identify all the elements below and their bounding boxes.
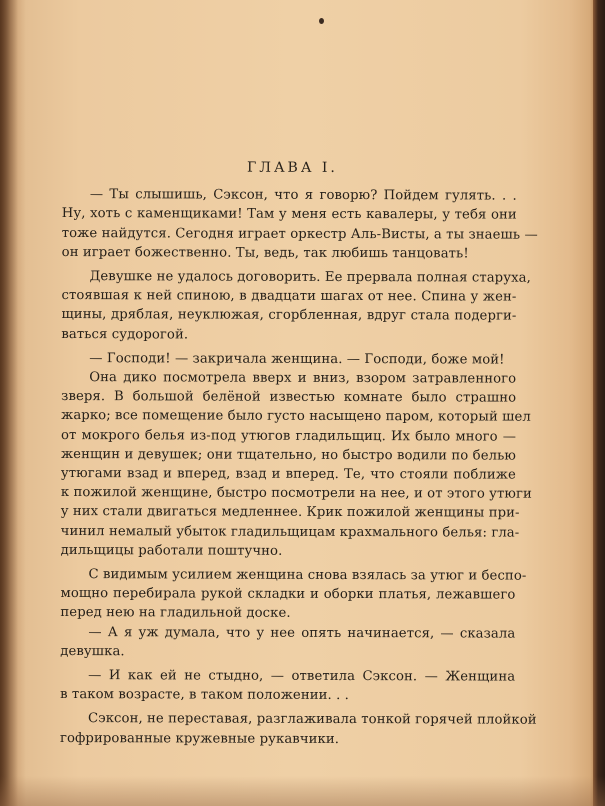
text-line: — А я уж думала, что у нее опять начинается, — сказала: [88, 624, 516, 642]
text-line: у них стали двигаться медленнее. Крик пожилой женщины при-: [60, 504, 520, 522]
text-line: Она дико посмотрела вверх и вниз, взором затравленного: [89, 370, 517, 387]
paragraph: [60, 666, 515, 706]
paragraph: [59, 709, 537, 749]
text-line: от мокрого белья из-под утюгов гладильщиц. Их было много —: [61, 427, 517, 445]
binding-shadow: [0, 0, 18, 806]
paragraph: [60, 368, 532, 562]
text-line: утюгами взад и вперед, взад и вперед. Те, что стояли поближе: [60, 466, 516, 483]
text-line: перед нею на гладильной доске.: [60, 605, 291, 622]
text-line: зверя. В большой белёной известью комнате было страшно: [61, 389, 517, 406]
text-line: Ну, хоть с каменщиками! Там у меня есть кавалеры, у тебя они: [61, 206, 517, 223]
text-line: ваться судорогой.: [61, 326, 189, 343]
page-text: [59, 158, 538, 749]
text-line: чинил немалый убыток гладильщицам крахмального белья: гла-: [60, 523, 520, 541]
text-line: жарко; все помещение было густо насыщено паром, который шел: [61, 408, 531, 426]
text-line: он играет божественно. Ты, ведь, так любишь танцовать!: [61, 244, 469, 262]
text-line: С видимым усилием женщина снова взялась за утюг и беспо-: [88, 567, 527, 584]
paragraph: [61, 349, 516, 370]
text-line: — Господи! — закричала женщина. — Господи, боже мой!: [89, 350, 505, 368]
text-line: Девушке не удалось договорить. Ее прервала полная старуха,: [89, 269, 531, 286]
paragraph: [60, 565, 527, 624]
chapter-heading: ГЛАВА I.: [246, 159, 338, 176]
paragraph: [60, 623, 515, 663]
paragraph: [61, 185, 538, 263]
text-line: к пожилой женщине, быстро посмотрели на нее, и от этого утюги: [60, 485, 532, 502]
text-line: тоже найдутся. Сегодня играет оркестр Аль-Висты, а ты знаешь —: [61, 225, 538, 243]
text-line: — Ты слышишь, Сэксон, что я говорю? Пойдем гулять. . .: [89, 187, 517, 204]
text-line: Сэксон, не переставая, разглаживала тонкой горячей плойкой: [88, 711, 537, 729]
text-line: гофрированные кружевные рукавчики.: [59, 730, 340, 747]
text-line: в таком возрасте, в таком положении. . .: [60, 687, 350, 704]
text-line: стоявшая к ней спиною, в двадцати шагах от нее. Спина у жен-: [61, 288, 517, 305]
text-line: — И как ей не стыдно, — ответила Сэксон. — Женщина: [88, 668, 516, 685]
text-line: женщин и девушек; они тщательно, но быстро водили по белью: [60, 446, 516, 464]
text-line: дильщицы работали поштучно.: [60, 542, 283, 559]
ink-speck: [319, 18, 324, 24]
text-line: щины, дряблая, неуклюжая, сгорбленная, вдруг стала подерги-: [61, 307, 517, 325]
book-cover-edge: [593, 0, 605, 806]
text-line: девушка.: [60, 643, 125, 660]
page-bottom-shade: [0, 776, 605, 806]
text-line: мощно перебирала рукой складки и оборки платья, лежавшего: [60, 586, 516, 603]
paragraph: [61, 267, 531, 345]
